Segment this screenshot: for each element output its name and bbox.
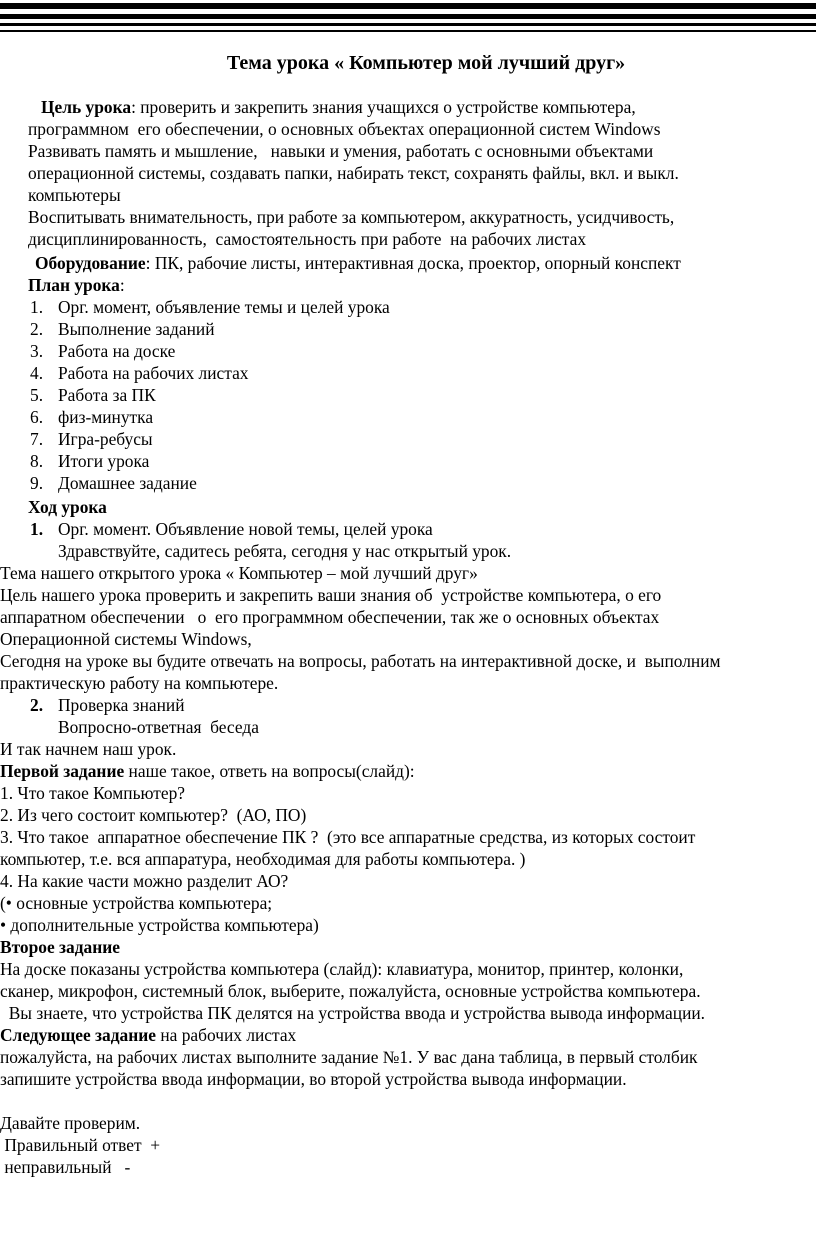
paragraph-line: И так начнем наш урок.: [0, 739, 177, 759]
task2-heading: [0, 936, 120, 958]
header-rule: [0, 0, 816, 40]
step2-text: Вопросно-ответная беседа: [58, 717, 259, 737]
header-bar: [0, 14, 816, 19]
plan-item-number: 4.: [30, 363, 44, 383]
right-answer-line: Правильный ответ +: [0, 1135, 161, 1155]
plan-item: Орг. момент, объявление темы и целей урока: [58, 297, 390, 317]
task3-label: Следующее задание: [0, 1025, 156, 1045]
wrong-answer-line: неправильный -: [0, 1157, 131, 1177]
equipment-line: [28, 252, 681, 274]
plan-colon: :: [119, 275, 125, 295]
page-title: Тема урока « Компьютер мой лучший друг»: [226, 52, 626, 74]
step2-number: 2.: [30, 695, 44, 715]
step1-title: Орг. момент. Объявление новой темы, целей урока: [58, 519, 433, 539]
step1-number: 1.: [30, 519, 44, 539]
plan-item-number: 1.: [30, 297, 44, 317]
goal-line: дисциплинированность, самостоятельность при работе на рабочих листах: [28, 229, 587, 249]
task1-line: [0, 760, 415, 782]
task2-line: На доске показаны устройства компьютера (слайд): клавиатура, монитор, принтер, колонки,: [0, 959, 684, 979]
plan-item-number: 7.: [30, 429, 44, 449]
plan-item-number: 3.: [30, 341, 44, 361]
plan-item-number: 8.: [30, 451, 44, 471]
plan-item: Выполнение заданий: [58, 319, 215, 339]
step1-text: Здравствуйте, садитесь ребята, сегодня у нас открытый урок.: [58, 541, 512, 561]
task2-label: Второе задание: [0, 937, 120, 957]
header-bar: [0, 3, 816, 9]
plan-item-number: 6.: [30, 407, 44, 427]
course-label: Ход урока: [28, 497, 107, 517]
plan-item: Работа за ПК: [58, 385, 156, 405]
goal-line: Развивать память и мышление, навыки и умения, работать с основными объектами: [28, 141, 654, 161]
question-line: 4. На какие части можно разделит АО?: [0, 871, 289, 891]
check-line: Давайте проверим.: [0, 1113, 141, 1133]
plan-item: Игра-ребусы: [58, 429, 153, 449]
plan-heading: [28, 274, 125, 296]
question-line: 1. Что такое Компьютер?: [0, 783, 186, 803]
paragraph-line: Цель нашего урока проверить и закрепить ваши знания об устройстве компьютера, о его: [0, 585, 662, 605]
question-line: • дополнительные устройства компьютера): [0, 915, 319, 935]
task3-text: на рабочих листах: [156, 1025, 297, 1045]
question-line: (• основные устройства компьютера;: [0, 893, 273, 913]
paragraph-line: Операционной системы Windows,: [0, 629, 252, 649]
task3-line: запишите устройства ввода информации, во второй устройства вывода информации.: [0, 1069, 627, 1089]
paragraph-line: Тема нашего открытого урока « Компьютер – мой лучший друг»: [0, 563, 478, 583]
step2-title: Проверка знаний: [58, 695, 185, 715]
plan-item: Итоги урока: [58, 451, 150, 471]
goal-line: операционной системы, создавать папки, набирать текст, сохранять файлы, вкл. и выкл.: [28, 163, 679, 183]
goal-line: компьютеры: [28, 185, 121, 205]
task1-text: наше такое, ответь на вопросы(слайд):: [124, 761, 415, 781]
step-number: [30, 518, 43, 540]
plan-label: План урока: [28, 275, 120, 295]
paragraph-line: аппаратном обеспечении о его программном обеспечении, так же о основных объектах: [0, 607, 660, 627]
paragraph-line: практическую работу на компьютере.: [0, 673, 279, 693]
equipment-text: : ПК, рабочие листы, интерактивная доска, проектор, опорный конспект: [145, 253, 681, 273]
goal-text: : проверить и закрепить знания учащихся о устройстве компьютера,: [131, 97, 636, 117]
task1-label: Первой задание: [0, 761, 125, 781]
goal-line: программном его обеспечении, о основных объектах операционной систем Windows: [28, 119, 661, 139]
course-heading: [28, 496, 107, 518]
question-line: 3. Что такое аппаратное обеспечение ПК ? (это все аппаратные средства, из которых состоит: [0, 827, 696, 847]
plan-item: Работа на рабочих листах: [58, 363, 249, 383]
header-bar: [0, 30, 816, 32]
task3-line: [0, 1024, 296, 1046]
plan-item: Домашнее задание: [58, 473, 197, 493]
task2-line: Вы знаете, что устройства ПК делятся на устройства ввода и устройства вывода информации.: [0, 1003, 706, 1023]
paragraph-line: Сегодня на уроке вы будите отвечать на вопросы, работать на интерактивной доске, и выполним: [0, 651, 721, 671]
header-bar: [0, 23, 816, 26]
task2-line: сканер, микрофон, системный блок, выберите, пожалуйста, основные устройства компьютера.: [0, 981, 701, 1001]
plan-item: физ-минутка: [58, 407, 154, 427]
equipment-label: Оборудование: [35, 253, 146, 273]
goal-label: Цель урока: [41, 97, 132, 117]
plan-item-number: 5.: [30, 385, 44, 405]
task3-line: пожалуйста, на рабочих листах выполните задание №1. У вас дана таблица, в первый столбик: [0, 1047, 698, 1067]
plan-item: Работа на доске: [58, 341, 176, 361]
question-line: компьютер, т.е. вся аппаратура, необходимая для работы компьютера. ): [0, 849, 526, 869]
goal-line: [36, 96, 636, 118]
goal-line: Воспитывать внимательность, при работе за компьютером, аккуратность, усидчивость,: [28, 207, 675, 227]
step-number: [30, 694, 43, 716]
question-line: 2. Из чего состоит компьютер? (АО, ПО): [0, 805, 307, 825]
plan-item-number: 9.: [30, 473, 44, 493]
plan-item-number: 2.: [30, 319, 44, 339]
